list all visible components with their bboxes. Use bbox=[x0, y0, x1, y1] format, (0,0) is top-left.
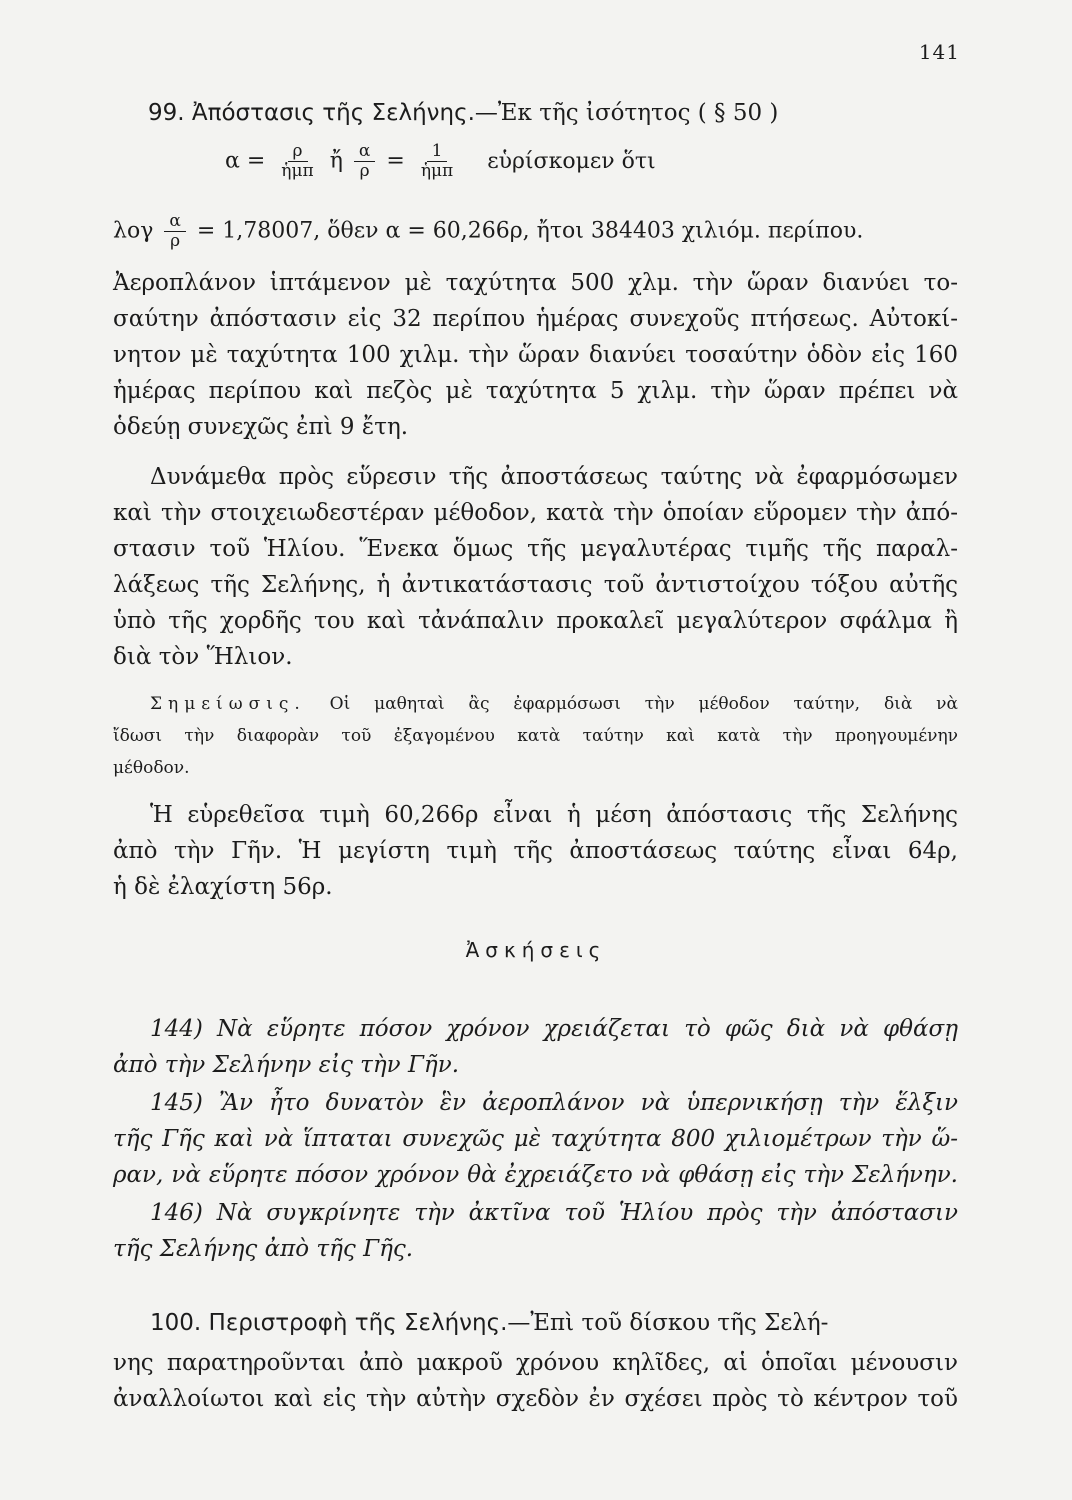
exercise-line: ραν, νὰ εὕρητε πόσον χρόνον θὰ ἐχρειάζετο νὰ φθάσῃ εἰς τὴν Σελήνην. bbox=[113, 1162, 958, 1188]
fraction-alpha-over-rho bbox=[354, 142, 375, 181]
text-line: Ἀεροπλάνον ἱπτάμενον μὲ ταχύτητα 500 χλμ. τὴν ὥραν διανύει το- bbox=[113, 270, 958, 296]
exercise-line: 145) Ἂν ἦτο δυνατὸν ἓν ἀεροπλάνον νὰ ὑπερνικήσῃ τὴν ἕλξιν bbox=[150, 1090, 958, 1116]
exercise-line: τῆς Γῆς καὶ νὰ ἵπταται συνεχῶς μὲ ταχύτητα 800 χιλιομέτρων τὴν ὥ- bbox=[113, 1126, 958, 1152]
exercise-line: 146) Νὰ συγκρίνητε τὴν ἀκτῖνα τοῦ Ἡλίου πρὸς τὴν ἀπόστασιν bbox=[150, 1200, 958, 1226]
frac-den: ρ bbox=[170, 231, 181, 251]
text-line: ἡμέρας περίπου καὶ πεζὸς μὲ ταχύτητα 5 χιλμ. τὴν ὥραν πρέπει νὰ bbox=[113, 378, 958, 404]
frac-num: 1 bbox=[427, 142, 448, 162]
eq-tail: εὑρίσκομεν ὅτι bbox=[487, 148, 656, 174]
log-tail: = 1,78007, ὅθεν α = 60,266ρ, ἤτοι 384403 χιλιόμ. περίπου. bbox=[196, 218, 864, 244]
text-line: ἡ δὲ ἐλαχίστη 56ρ. bbox=[113, 874, 333, 900]
note-line: μέθοδον. bbox=[113, 758, 190, 778]
note-text: Οἱ μαθηταὶ ἂς ἐφαρμόσωσι τὴν μέθοδον ταύτην, διὰ νὰ bbox=[329, 694, 959, 714]
frac-num: ρ bbox=[288, 142, 308, 162]
page-number: 141 bbox=[918, 40, 960, 64]
equation-alpha bbox=[225, 142, 656, 181]
frac-den: ἡμπ bbox=[281, 161, 314, 181]
text-line: καὶ τὴν στοιχειωδεστέραν μέθοδον, κατὰ τὴν ὁποίαν εὕρομεν τὴν ἀπό- bbox=[113, 500, 958, 526]
text-line: λάξεως τῆς Σελήνης, ἡ ἀντικατάστασις τοῦ ἀντιστοίχου τόξου αὐτῆς bbox=[113, 572, 958, 598]
fraction-one-over-hmp bbox=[416, 142, 458, 181]
text-line: ἀπὸ τὴν Γῆν. Ἡ μεγίστη τιμὴ τῆς ἀποστάσεως ταύτης εἶναι 64ρ, bbox=[113, 838, 958, 864]
text-line: ὁδεύῃ συνεχῶς ἐπὶ 9 ἔτη. bbox=[113, 414, 409, 440]
note-line: ἴδωσι τὴν διαφορὰν τοῦ ἐξαγομένου κατὰ ταύτην καὶ κατὰ τὴν προηγουμένην bbox=[113, 726, 958, 746]
exercise-line: ἀπὸ τὴν Σελήνην εἰς τὴν Γῆν. bbox=[113, 1052, 459, 1078]
section-99-heading-line bbox=[148, 100, 778, 126]
eq-lhs: α = bbox=[225, 148, 266, 174]
exercise-line: τῆς Σελήνης ἀπὸ τῆς Γῆς. bbox=[113, 1236, 414, 1262]
fraction-alpha-over-rho-log bbox=[164, 212, 185, 251]
exercise-line: 144) Νὰ εὕρητε πόσον χρόνον χρειάζεται τὸ φῶς διὰ νὰ φθάσῃ bbox=[150, 1016, 958, 1042]
text-line: Ἡ εὑρεθεῖσα τιμὴ 60,266ρ εἶναι ἡ μέση ἀπόστασις τῆς Σελήνης bbox=[150, 802, 958, 828]
frac-den: ἡμπ bbox=[420, 161, 454, 181]
section-99-title: 99. Ἀπόστασις τῆς Σελήνης. bbox=[148, 100, 475, 126]
text-line: νητον μὲ ταχύτητα 100 χιλμ. τὴν ὥραν διανύει τοσαύτην ὁδὸν εἰς 160 bbox=[113, 342, 958, 368]
text-line: Δυνάμεθα πρὸς εὕρεσιν τῆς ἀποστάσεως ταύτης νὰ ἐφαρμόσωμεν bbox=[150, 464, 958, 490]
fraction-rho-over-hmp bbox=[276, 142, 318, 181]
eq-or: ἤ bbox=[329, 148, 343, 174]
log-equation bbox=[113, 212, 863, 251]
text-line: διὰ τὸν Ἥλιον. bbox=[113, 644, 293, 670]
text-line: στασιν τοῦ Ἡλίου. Ἕνεκα ὅμως τῆς μεγαλυτέρας τιμῆς τῆς παραλ- bbox=[113, 536, 958, 562]
log-prefix: λογ bbox=[113, 218, 154, 244]
note-label: Σημείωσις. bbox=[150, 694, 306, 714]
note-line bbox=[150, 690, 958, 718]
frac-num: α bbox=[354, 142, 375, 162]
text-line: σαύτην ἀπόστασιν εἰς 32 περίπου ἡμέρας συνεχοῦς πτήσεως. Αὐτοκί- bbox=[113, 306, 958, 332]
section-100-title: 100. Περιστροφὴ τῆς Σελήνης. bbox=[150, 1310, 508, 1336]
frac-num: α bbox=[164, 212, 185, 232]
exercises-heading: Ἀσκήσεις bbox=[465, 938, 607, 962]
eq-equals: = bbox=[386, 148, 405, 174]
frac-den: ρ bbox=[359, 161, 370, 181]
section-100-heading-line bbox=[150, 1306, 958, 1340]
text-line: ἀναλλοίωτοι καὶ εἰς τὴν αὐτὴν σχεδὸν ἐν σχέσει πρὸς τὸ κέντρον τοῦ bbox=[113, 1386, 958, 1412]
section-99-heading-tail: —Ἐκ τῆς ἰσότητος ( § 50 ) bbox=[474, 100, 779, 126]
section-100-heading-tail: —Ἐπὶ τοῦ δίσκου τῆς Σελή- bbox=[507, 1310, 829, 1336]
text-line: νης παρατηροῦνται ἀπὸ μακροῦ χρόνου κηλῖδες, αἱ ὁποῖαι μένουσιν bbox=[113, 1350, 958, 1376]
text-line: ὑπὸ τῆς χορδῆς του καὶ τἀνάπαλιν προκαλεῖ μεγαλύτερον σφάλμα ἢ bbox=[113, 608, 958, 634]
